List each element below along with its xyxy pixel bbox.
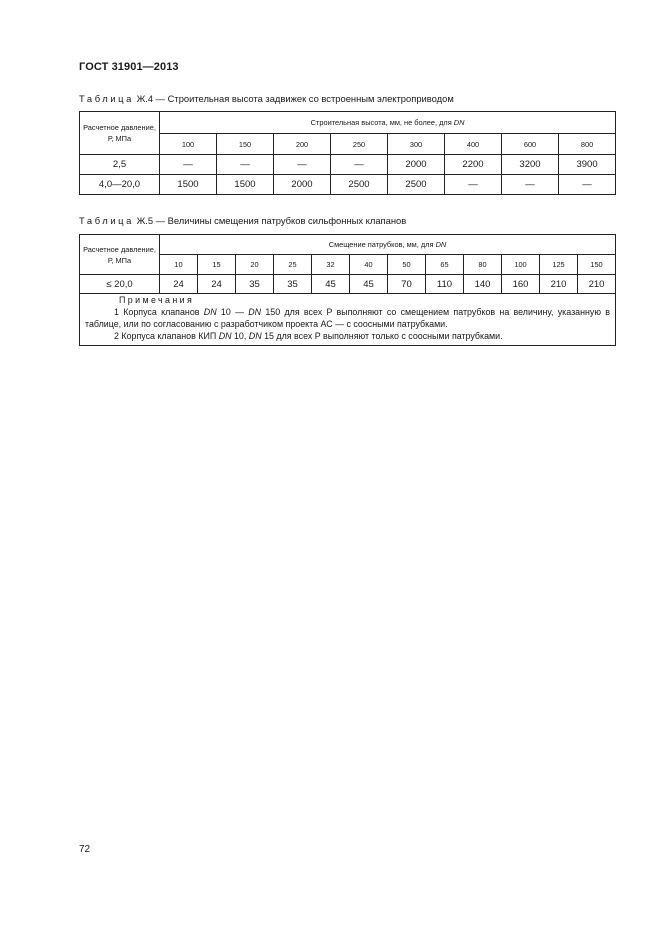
table4-caption <box>79 93 454 104</box>
value-cell: — <box>502 175 559 195</box>
table4-caption-word: Таблица <box>79 93 134 104</box>
table5-caption <box>79 215 406 226</box>
table4-column-header: 200 <box>274 134 331 155</box>
value-cell: 3200 <box>502 155 559 175</box>
table5-column-headers <box>80 255 616 275</box>
value-cell: 3900 <box>559 155 616 175</box>
value-cell: 1500 <box>160 175 217 195</box>
table-row <box>80 175 616 195</box>
table4-column-header: 250 <box>331 134 388 155</box>
table5-column-header: 10 <box>160 255 198 275</box>
value-cell: 24 <box>160 275 198 294</box>
value-cell: 110 <box>426 275 464 294</box>
table5-column-header: 100 <box>502 255 540 275</box>
pressure-cell: 4,0—20,0 <box>80 175 160 195</box>
table4-column-header: 600 <box>502 134 559 155</box>
table5-notes <box>80 294 616 346</box>
table5-column-header: 80 <box>464 255 502 275</box>
value-cell: 70 <box>388 275 426 294</box>
value-cell: 45 <box>350 275 388 294</box>
value-cell: — <box>445 175 502 195</box>
value-cell: — <box>217 155 274 175</box>
table5 <box>79 234 616 346</box>
table5-group-header: Смещение патрубков, мм, для DN <box>160 235 616 255</box>
table5-column-header: 125 <box>540 255 578 275</box>
table4 <box>79 111 616 195</box>
table-row <box>80 275 616 294</box>
value-cell: 2500 <box>331 175 388 195</box>
table-row <box>80 155 616 175</box>
table5-caption-word: Таблица <box>79 215 134 226</box>
note-1: 1 Корпуса клапанов DN 10 — DN 150 для всех P выполняют со смещением патрубков на величину, указанную в таблице, или по согласованию с разработчиком проекта АС — с соосными патрубками. <box>85 307 610 329</box>
value-cell: 210 <box>578 275 616 294</box>
value-cell: 35 <box>274 275 312 294</box>
table5-column-header: 20 <box>236 255 274 275</box>
value-cell: 2200 <box>445 155 502 175</box>
table5-column-header: 150 <box>578 255 616 275</box>
table4-corner-header: Расчетное давление, Р, МПа <box>80 112 160 155</box>
table4-column-headers <box>80 134 616 155</box>
note-2: 2 Корпуса клапанов КИП DN 10, DN 15 для всех P выполняют только с соосными патрубками. <box>114 331 503 341</box>
value-cell: 2000 <box>274 175 331 195</box>
table4-column-header: 100 <box>160 134 217 155</box>
value-cell: — <box>331 155 388 175</box>
table5-column-header: 32 <box>312 255 350 275</box>
table5-corner-header: Расчетное давление, Р, МПа <box>80 235 160 275</box>
value-cell: 2500 <box>388 175 445 195</box>
value-cell: 210 <box>540 275 578 294</box>
table5-column-header: 40 <box>350 255 388 275</box>
notes-title: Примечания <box>119 295 195 305</box>
value-cell: 24 <box>198 275 236 294</box>
value-cell: 160 <box>502 275 540 294</box>
value-cell: 140 <box>464 275 502 294</box>
value-cell: 1500 <box>217 175 274 195</box>
value-cell: — <box>160 155 217 175</box>
value-cell: 45 <box>312 275 350 294</box>
table4-column-header: 300 <box>388 134 445 155</box>
value-cell: 35 <box>236 275 274 294</box>
table4-column-header: 400 <box>445 134 502 155</box>
table5-column-header: 15 <box>198 255 236 275</box>
value-cell: 2000 <box>388 155 445 175</box>
document-header: ГОСТ 31901—2013 <box>79 61 179 73</box>
page-number: 72 <box>79 844 91 855</box>
value-cell: — <box>274 155 331 175</box>
pressure-cell: ≤ 20,0 <box>80 275 160 294</box>
value-cell: — <box>559 175 616 195</box>
table5-column-header: 65 <box>426 255 464 275</box>
table5-column-header: 25 <box>274 255 312 275</box>
table4-column-header: 150 <box>217 134 274 155</box>
table4-column-header: 800 <box>559 134 616 155</box>
table5-caption-text: Ж.5 — Величины смещения патрубков сильфонных клапанов <box>133 215 407 226</box>
table4-group-header: Строительная высота, мм, не более, для DN <box>160 112 616 134</box>
table5-column-header: 50 <box>388 255 426 275</box>
table4-caption-text: Ж.4 — Строительная высота задвижек со встроенным электроприводом <box>133 93 454 104</box>
pressure-cell: 2,5 <box>80 155 160 175</box>
